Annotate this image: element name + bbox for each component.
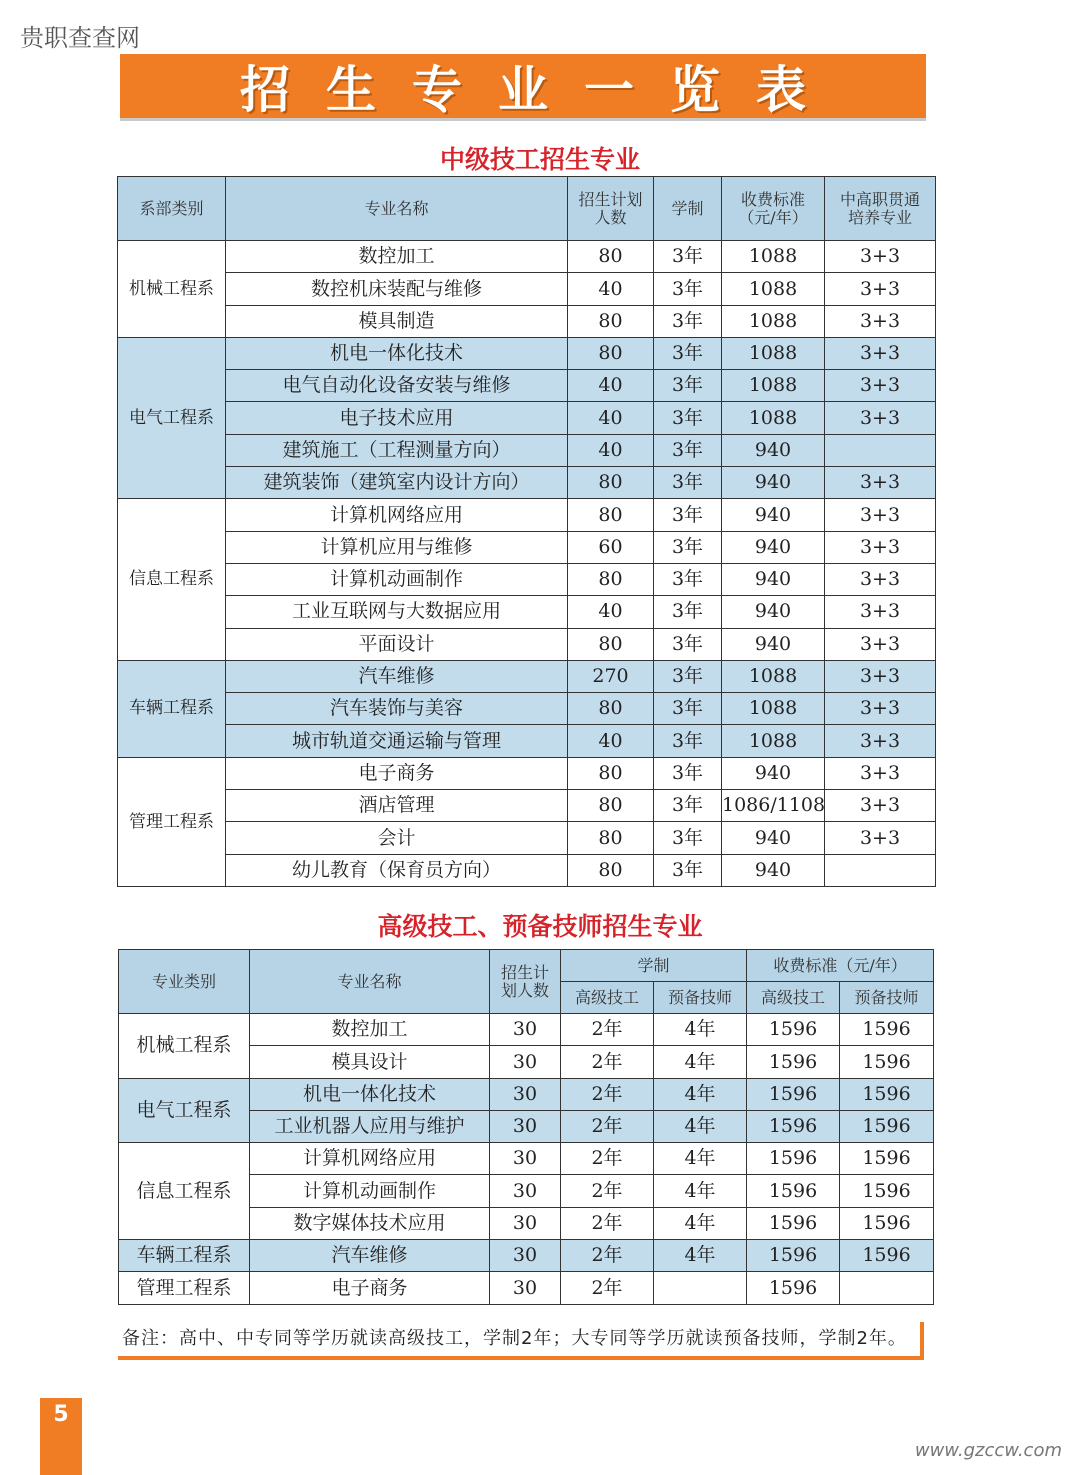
dept-cell: 电气工程系 <box>119 1078 250 1143</box>
plan-count: 40 <box>568 725 654 757</box>
through-program: 3+3 <box>825 370 936 402</box>
duration: 3年 <box>654 402 722 434</box>
fee: 1088 <box>722 402 825 434</box>
through-program: 3+3 <box>825 241 936 273</box>
through-program: 3+3 <box>825 531 936 563</box>
through-program: 3+3 <box>825 467 936 499</box>
header-plan: 招生计划 人数 <box>568 177 654 241</box>
fee: 1088 <box>722 693 825 725</box>
duration-prep: 4年 <box>654 1110 747 1142</box>
plan-count: 40 <box>568 402 654 434</box>
fee-prep: 1596 <box>840 1143 934 1175</box>
plan-count: 80 <box>568 467 654 499</box>
plan-count: 30 <box>490 1110 561 1142</box>
through-program: 3+3 <box>825 499 936 531</box>
table-row <box>119 1240 934 1272</box>
plan-count: 30 <box>490 1272 561 1304</box>
major-name: 汽车维修 <box>226 660 568 692</box>
duration-senior: 2年 <box>561 1143 654 1175</box>
plan-count: 80 <box>568 499 654 531</box>
dept-cell: 信息工程系 <box>118 499 226 660</box>
through-program: 3+3 <box>825 660 936 692</box>
plan-count: 30 <box>490 1143 561 1175</box>
header-through: 中高职贯通 培养专业 <box>825 177 936 241</box>
major-name: 电子商务 <box>250 1272 490 1304</box>
fee: 1088 <box>722 305 825 337</box>
dept-cell: 机械工程系 <box>119 1014 250 1079</box>
fee: 940 <box>722 596 825 628</box>
major-name: 数控机床装配与维修 <box>226 273 568 305</box>
header-senior: 高级技工 <box>561 982 654 1014</box>
plan-count: 40 <box>568 434 654 466</box>
major-name: 会计 <box>226 822 568 854</box>
fee-prep: 1596 <box>840 1175 934 1207</box>
fee-senior: 1596 <box>747 1046 840 1078</box>
duration-prep: 4年 <box>654 1014 747 1046</box>
dept-cell: 车辆工程系 <box>119 1240 250 1272</box>
duration-senior: 2年 <box>561 1175 654 1207</box>
page-number: 5 <box>40 1398 82 1475</box>
plan-count: 30 <box>490 1078 561 1110</box>
duration-prep: 4年 <box>654 1175 747 1207</box>
plan-count: 80 <box>568 241 654 273</box>
duration: 3年 <box>654 596 722 628</box>
through-program <box>825 854 936 886</box>
fee-prep: 1596 <box>840 1014 934 1046</box>
fee: 1086/1108 <box>722 790 825 822</box>
fee: 1088 <box>722 660 825 692</box>
duration-senior: 2年 <box>561 1078 654 1110</box>
plan-count: 80 <box>568 628 654 660</box>
plan-count: 80 <box>568 693 654 725</box>
major-name: 幼儿教育（保育员方向） <box>226 854 568 886</box>
section-title-intermediate: 中级技工招生专业 <box>439 145 640 174</box>
major-name: 机电一体化技术 <box>226 337 568 369</box>
header-prep: 预备技师 <box>654 982 747 1014</box>
duration: 3年 <box>654 725 722 757</box>
duration-senior: 2年 <box>561 1240 654 1272</box>
dept-cell: 管理工程系 <box>119 1272 250 1304</box>
plan-count: 80 <box>568 337 654 369</box>
major-name: 机电一体化技术 <box>250 1078 490 1110</box>
table-row <box>118 531 936 563</box>
dept-cell: 车辆工程系 <box>118 660 226 757</box>
fee-prep: 1596 <box>840 1240 934 1272</box>
through-program: 3+3 <box>825 402 936 434</box>
plan-count: 270 <box>568 660 654 692</box>
table-row <box>118 337 936 369</box>
duration-prep: 4年 <box>654 1078 747 1110</box>
fee-senior: 1596 <box>747 1240 840 1272</box>
table-header-row <box>119 950 934 982</box>
dept-cell: 电气工程系 <box>118 337 226 498</box>
duration: 3年 <box>654 499 722 531</box>
duration: 3年 <box>654 434 722 466</box>
fee-prep: 1596 <box>840 1078 934 1110</box>
fee: 1088 <box>722 337 825 369</box>
table-row <box>119 1014 934 1046</box>
table-row <box>118 693 936 725</box>
major-name: 计算机网络应用 <box>226 499 568 531</box>
fee: 1088 <box>722 241 825 273</box>
duration-senior: 2年 <box>561 1014 654 1046</box>
plan-count: 60 <box>568 531 654 563</box>
duration: 3年 <box>654 757 722 789</box>
fee: 940 <box>722 499 825 531</box>
major-name: 电子技术应用 <box>226 402 568 434</box>
table-row <box>118 725 936 757</box>
advanced-majors-table <box>118 949 934 1305</box>
fee: 940 <box>722 434 825 466</box>
header-major: 专业名称 <box>250 950 490 1014</box>
table-row <box>118 370 936 402</box>
through-program: 3+3 <box>825 628 936 660</box>
through-program: 3+3 <box>825 790 936 822</box>
plan-count: 80 <box>568 757 654 789</box>
through-program: 3+3 <box>825 596 936 628</box>
duration-prep: 4年 <box>654 1240 747 1272</box>
duration: 3年 <box>654 660 722 692</box>
fee-senior: 1596 <box>747 1207 840 1239</box>
duration: 3年 <box>654 628 722 660</box>
table-row <box>118 757 936 789</box>
fee-prep: 1596 <box>840 1110 934 1142</box>
duration-senior: 2年 <box>561 1110 654 1142</box>
major-name: 计算机动画制作 <box>226 563 568 595</box>
footnote: 备注：高中、中专同等学历就读高级技工，学制2年；大专同等学历就读预备技师，学制2年。 <box>118 1322 924 1360</box>
header-plan: 招生计 划人数 <box>490 950 561 1014</box>
major-name: 电气自动化设备安装与维修 <box>226 370 568 402</box>
fee: 940 <box>722 822 825 854</box>
plan-count: 30 <box>490 1046 561 1078</box>
fee-prep: 1596 <box>840 1046 934 1078</box>
major-name: 平面设计 <box>226 628 568 660</box>
dept-cell: 机械工程系 <box>118 241 226 338</box>
fee: 940 <box>722 854 825 886</box>
major-name: 汽车装饰与美容 <box>226 693 568 725</box>
table-row <box>118 434 936 466</box>
major-name: 城市轨道交通运输与管理 <box>226 725 568 757</box>
table-row <box>118 790 936 822</box>
major-name: 工业互联网与大数据应用 <box>226 596 568 628</box>
through-program: 3+3 <box>825 273 936 305</box>
duration: 3年 <box>654 241 722 273</box>
through-program: 3+3 <box>825 337 936 369</box>
table-row <box>118 305 936 337</box>
plan-count: 30 <box>490 1207 561 1239</box>
through-program: 3+3 <box>825 563 936 595</box>
table-row <box>118 563 936 595</box>
duration: 3年 <box>654 531 722 563</box>
duration: 3年 <box>654 337 722 369</box>
fee-senior: 1596 <box>747 1078 840 1110</box>
plan-count: 80 <box>568 822 654 854</box>
table-row <box>118 596 936 628</box>
duration: 3年 <box>654 693 722 725</box>
fee-senior: 1596 <box>747 1110 840 1142</box>
header-dept: 系部类别 <box>118 177 226 241</box>
table-row <box>118 628 936 660</box>
through-program: 3+3 <box>825 757 936 789</box>
plan-count: 40 <box>568 596 654 628</box>
site-watermark: 贵职查查网 <box>20 24 140 52</box>
fee-senior: 1596 <box>747 1272 840 1304</box>
plan-count: 30 <box>490 1014 561 1046</box>
page-title: 招生专业一览表 <box>240 61 842 119</box>
major-name: 汽车维修 <box>250 1240 490 1272</box>
duration: 3年 <box>654 370 722 402</box>
plan-count: 80 <box>568 854 654 886</box>
duration: 3年 <box>654 854 722 886</box>
dept-cell: 信息工程系 <box>119 1143 250 1240</box>
site-url-watermark: www.gzccw.com <box>914 1440 1062 1461</box>
major-name: 模具制造 <box>226 305 568 337</box>
fee: 1088 <box>722 273 825 305</box>
fee: 940 <box>722 563 825 595</box>
header-fee-senior: 高级技工 <box>747 982 840 1014</box>
duration-prep: 4年 <box>654 1207 747 1239</box>
plan-count: 30 <box>490 1240 561 1272</box>
table-header-row <box>118 177 936 241</box>
header-fee-prep: 预备技师 <box>840 982 934 1014</box>
header-major: 专业名称 <box>226 177 568 241</box>
duration: 3年 <box>654 305 722 337</box>
fee-prep: 1596 <box>840 1207 934 1239</box>
major-name: 计算机动画制作 <box>250 1175 490 1207</box>
table-row <box>118 241 936 273</box>
fee-senior: 1596 <box>747 1014 840 1046</box>
plan-count: 40 <box>568 370 654 402</box>
duration-senior: 2年 <box>561 1207 654 1239</box>
plan-count: 80 <box>568 563 654 595</box>
dept-cell: 管理工程系 <box>118 757 226 886</box>
section-title-advanced: 高级技工、预备技师招生专业 <box>377 912 703 941</box>
duration: 3年 <box>654 467 722 499</box>
fee: 940 <box>722 467 825 499</box>
major-name: 酒店管理 <box>226 790 568 822</box>
header-duration: 学制 <box>561 950 747 982</box>
major-name: 模具设计 <box>250 1046 490 1078</box>
duration-senior: 2年 <box>561 1272 654 1304</box>
fee: 940 <box>722 531 825 563</box>
header-fee: 收费标准 （元/年） <box>722 177 825 241</box>
duration: 3年 <box>654 273 722 305</box>
fee: 940 <box>722 757 825 789</box>
fee: 940 <box>722 628 825 660</box>
duration: 3年 <box>654 563 722 595</box>
table-row <box>118 402 936 434</box>
through-program: 3+3 <box>825 305 936 337</box>
duration-prep <box>654 1272 747 1304</box>
major-name: 电子商务 <box>226 757 568 789</box>
duration-prep: 4年 <box>654 1143 747 1175</box>
major-name: 计算机网络应用 <box>250 1143 490 1175</box>
through-program <box>825 434 936 466</box>
fee-senior: 1596 <box>747 1175 840 1207</box>
plan-count: 40 <box>568 273 654 305</box>
table-row <box>119 1078 934 1110</box>
table-row <box>119 1143 934 1175</box>
intermediate-majors-table <box>117 176 936 887</box>
header-category: 专业类别 <box>119 950 250 1014</box>
major-name: 计算机应用与维修 <box>226 531 568 563</box>
duration: 3年 <box>654 790 722 822</box>
plan-count: 30 <box>490 1175 561 1207</box>
major-name: 数字媒体技术应用 <box>250 1207 490 1239</box>
fee-senior: 1596 <box>747 1143 840 1175</box>
table-row <box>118 467 936 499</box>
through-program: 3+3 <box>825 725 936 757</box>
duration-prep: 4年 <box>654 1046 747 1078</box>
fee: 1088 <box>722 725 825 757</box>
through-program: 3+3 <box>825 693 936 725</box>
through-program: 3+3 <box>825 822 936 854</box>
table-row <box>118 499 936 531</box>
plan-count: 80 <box>568 790 654 822</box>
fee-prep <box>840 1272 934 1304</box>
duration: 3年 <box>654 822 722 854</box>
table-row <box>118 273 936 305</box>
header-fee: 收费标准（元/年） <box>747 950 934 982</box>
table-row <box>119 1272 934 1304</box>
fee: 1088 <box>722 370 825 402</box>
major-name: 数控加工 <box>250 1014 490 1046</box>
major-name: 建筑装饰（建筑室内设计方向） <box>226 467 568 499</box>
title-banner <box>120 54 926 118</box>
duration-senior: 2年 <box>561 1046 654 1078</box>
major-name: 建筑施工（工程测量方向） <box>226 434 568 466</box>
major-name: 数控加工 <box>226 241 568 273</box>
major-name: 工业机器人应用与维护 <box>250 1110 490 1142</box>
header-duration: 学制 <box>654 177 722 241</box>
table-row <box>118 822 936 854</box>
table-row <box>118 854 936 886</box>
table-row <box>118 660 936 692</box>
plan-count: 80 <box>568 305 654 337</box>
